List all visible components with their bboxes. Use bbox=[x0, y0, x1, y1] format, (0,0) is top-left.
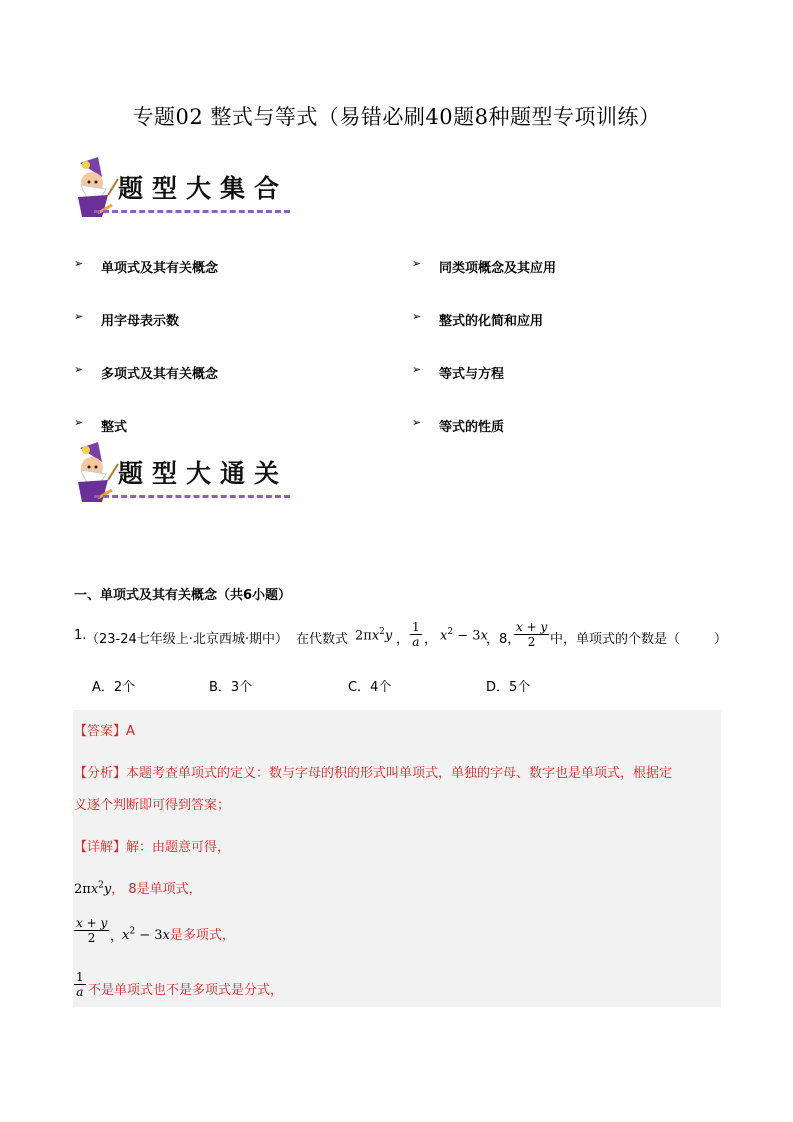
section-heading: 一、单项式及其有关概念（共6小题） bbox=[74, 588, 292, 603]
option-a[interactable]: A．2个 bbox=[92, 680, 136, 695]
fraction-x-plus-y-over-2: $\frac{x + y}{2}$ bbox=[76, 916, 108, 945]
banner-text: 题型大通关 bbox=[118, 459, 289, 488]
banner-dash-underline bbox=[94, 495, 290, 498]
analysis-line-2: 义逐个判断即可得到答案； bbox=[74, 798, 231, 813]
fraction-x-plus-y-over-2: $\frac{x + y}{2}$ bbox=[516, 620, 548, 649]
arrow-bullet-icon: ➢ bbox=[412, 363, 422, 376]
arrow-bullet-icon: ➢ bbox=[74, 310, 84, 323]
option-c[interactable]: C．4个 bbox=[348, 680, 392, 695]
answer-line: 【答案】A bbox=[74, 724, 135, 739]
arrow-bullet-icon: ➢ bbox=[74, 416, 84, 429]
question-number: 1. bbox=[74, 628, 87, 643]
banner-text: 题型大集合 bbox=[118, 174, 289, 203]
fraction-one-over-a: $\frac{1}{a}$ bbox=[76, 970, 84, 999]
option-b[interactable]: B．3个 bbox=[209, 680, 253, 695]
arrow-bullet-icon: ➢ bbox=[412, 416, 422, 429]
arrow-bullet-icon: ➢ bbox=[412, 257, 422, 270]
arrow-bullet-icon: ➢ bbox=[74, 257, 84, 270]
expr-monomial: $2\pi x^2y$ bbox=[355, 627, 393, 644]
fraction-one-over-a: $\frac{1}{a}$ bbox=[412, 620, 420, 649]
analysis-line-1: 【分析】本题考查单项式的定义：数与字母的积的形式叫单项式，单独的字母、数字也是单项式，根据定 bbox=[74, 766, 673, 781]
arrow-bullet-icon: ➢ bbox=[412, 310, 422, 323]
question-source: （23-24七年级上·北京西城·期中） bbox=[86, 632, 289, 647]
question-text: 在代数式 bbox=[296, 632, 349, 647]
detail-fraction-line: $\frac{1}{a}$ 不是单项式也不是多项式是分式， bbox=[76, 970, 284, 999]
banner-dash-underline bbox=[94, 210, 290, 213]
banner-question-types-collection bbox=[72, 155, 294, 225]
question-text: 中，单项式的个数是（ bbox=[550, 632, 681, 647]
answer-box bbox=[73, 710, 721, 1007]
question-1: 1. （23-24七年级上·北京西城·期中） 在代数式 $2\pi x^2y$ ， $\frac{1}{a}$ ， $x^2 - 3x$ ，8， $\frac{x + y}{2}$ 中，单项式的个数是（ ） bbox=[74, 620, 728, 649]
detail-monomial-line: $2\pi x^2y$， 8是单项式， bbox=[74, 880, 202, 897]
banner-question-types-pass bbox=[72, 440, 294, 510]
arrow-bullet-icon: ➢ bbox=[74, 363, 84, 376]
detail-polynomial-line: $\frac{x + y}{2}$ ， $x^2 - 3x$是多项式， bbox=[76, 916, 235, 945]
expr-polynomial: $x^2 - 3x$ bbox=[440, 627, 488, 644]
option-d[interactable]: D．5个 bbox=[486, 680, 531, 695]
detail-line: 【详解】解：由题意可得， bbox=[74, 840, 231, 855]
page-title: 专题02 整式与等式（易错必刷40题8种题型专项训练） bbox=[132, 105, 661, 129]
detail-tag: 【详解】 bbox=[74, 840, 127, 855]
